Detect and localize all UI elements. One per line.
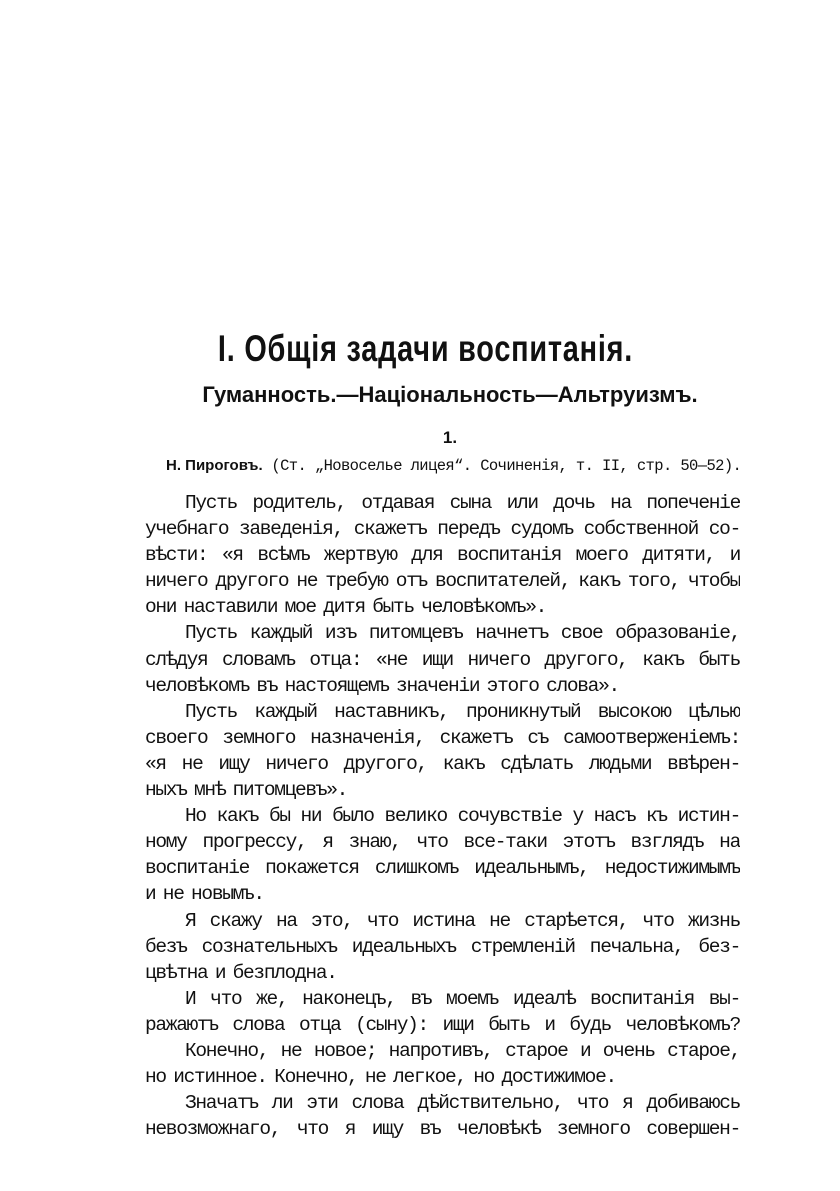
text-line: человѣкомъ въ настоящемъ значеніи этого слова». (145, 674, 619, 697)
text-line: ражаютъ слова отца (сыну): ищи быть и будь человѣкомъ? (145, 1013, 740, 1036)
source-author: Н. Пироговъ. (166, 457, 263, 474)
text-line: невозможнаго, что я ищу въ человѣкѣ земного совершен- (145, 1118, 740, 1141)
text-line: но истинное. Конечно, не легкое, но достижимое. (145, 1066, 616, 1089)
text-line: ныхъ мнѣ питомцевъ». (145, 779, 348, 802)
chapter-subtitle: Гуманность.—Національность—Альтруизмъ. (202, 382, 698, 407)
text-line: Я скажу на это, что истина не старѣется, что жизнь (185, 909, 740, 932)
text-line: вѣсти: «я всѣмъ жертвую для воспитанія моего дитяти, и (145, 544, 740, 567)
text-line: Конечно, не новое; напротивъ, старое и очень старое, (185, 1039, 740, 1062)
text-line: Но какъ бы ни было велико сочувствіе у насъ къ истин- (185, 805, 740, 828)
text-line: ничего другого не требую отъ воспитателей, какъ того, чтобы (145, 570, 740, 593)
text-line: своего земного назначенія, скажетъ съ самоотверженіемъ: (145, 726, 740, 749)
text-line: слѣдуя словамъ отца: «не ищи ничего другого, какъ быть (145, 648, 740, 671)
text-line: «я не ищу ничего другого, какъ сдѣлать людьми ввѣрен- (145, 752, 740, 775)
text-line: учебнаго заведенія, скажетъ передъ судомъ собственной со- (145, 518, 740, 541)
text-line: Пусть родитель, отдавая сына или дочь на попеченіе (185, 492, 740, 514)
text-line: Значатъ ли эти слова дѣйствительно, что я добиваюсь (185, 1092, 740, 1115)
section-number: 1. (442, 428, 458, 447)
text-line: воспитаніе покажется слишкомъ идеальнымъ, недостижимымъ (145, 857, 740, 880)
source-citation (166, 457, 742, 475)
text-line: безъ сознательныхъ идеальныхъ стремленій печальна, без- (145, 935, 740, 958)
text-line: ному прогрессу, я знаю, что все-таки этотъ взглядъ на (145, 831, 740, 854)
source-reference: (Ст. „Новоселье лицея“. Сочиненія, т. II, стр. 50—52). (262, 457, 742, 475)
text-line: они наставили мое дитя быть человѣкомъ». (145, 596, 547, 619)
chapter-title: I. Общія задачи воспитанія. (217, 328, 634, 369)
text-line: и не новымъ. (145, 883, 264, 906)
text-line: Пусть каждый наставникъ, проникнутый высокою цѣлью (185, 700, 740, 723)
text-line: И что же, наконецъ, въ моемъ идеалѣ воспитанія вы- (185, 987, 740, 1010)
body-text (145, 490, 740, 1142)
text-line: цвѣтна и безплодна. (145, 961, 337, 984)
text-line: Пусть каждый изъ питомцевъ начнетъ свое образованіе, (185, 622, 740, 645)
